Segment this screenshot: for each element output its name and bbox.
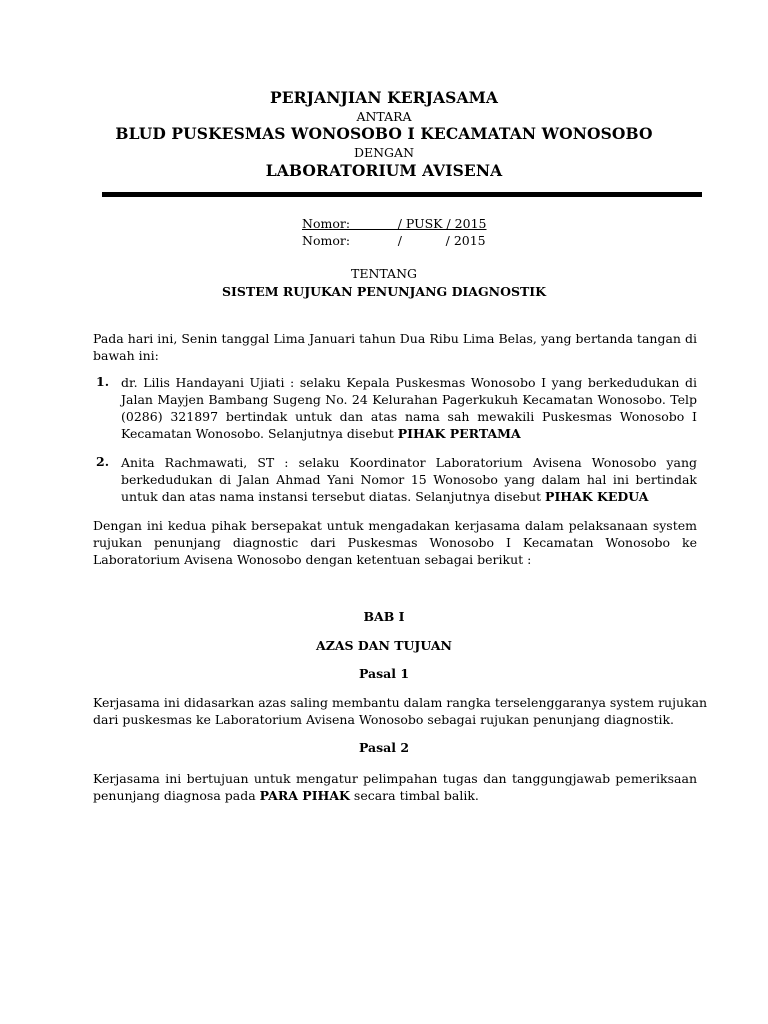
dengan-label: DENGAN <box>353 145 415 160</box>
article-1-text: Kerjasama ini didasarkan azas saling membantu dalam rangka terselenggaranya system rujukan dari puskesmas ke Laboratorium Avisena Wonosobo sebagai rujukan penunjang diagnostik. <box>93 695 708 727</box>
document-title: PERJANJIAN KERJASAMA <box>270 88 498 107</box>
article-1-title: Pasal 1 <box>358 666 410 681</box>
party-2-role: PIHAK KEDUA <box>545 489 649 504</box>
first-party-heading: BLUD PUSKESMAS WONOSOBO I KECAMATAN WONOSOBO <box>115 124 653 143</box>
header-divider <box>102 192 702 197</box>
party-1-number: 1. <box>96 374 110 389</box>
party-2-description: Anita Rachmawati, ST : selaku Koordinator Laboratorium Avisena Wonosobo yang berkedudukan di Jalan Ahmad Yani Nomor 15 Wonosobo yang dalam hal ini bertindak untuk dan atas nama instansi tersebut diatas. Selanjutnya disebut PIHAK KEDUA <box>121 455 697 504</box>
antara-label: ANTARA <box>356 109 412 124</box>
article-2-text: Kerjasama ini bertujuan untuk mengatur pelimpahan tugas dan tanggungjawab pemeriksaan penunjang diagnosa pada PARA PIHAK secara timbal balik. <box>93 771 697 803</box>
tentang-label: TENTANG <box>350 266 417 281</box>
chapter-number: BAB I <box>363 609 405 624</box>
party-1-description: dr. Lilis Handayani Ujiati : selaku Kepala Puskesmas Wonosobo I yang berkedudukan di Jalan Mayjen Bambang Sugeng No. 24 Kelurahan Pagerkukuh Kecamatan Wonosobo. Telp (0286) 321897 bertindak untuk dan atas nama sah mewakili Puskesmas Wonosobo I Kecamatan Wonosobo. Selanjutnya disebut PIHAK PERTAMA <box>121 375 697 441</box>
chapter-title: AZAS DAN TUJUAN <box>316 638 452 653</box>
second-party-heading: LABORATORIUM AVISENA <box>265 161 503 180</box>
nomor-line-2: Nomor: / / 2015 <box>302 233 486 248</box>
article-2-title: Pasal 2 <box>358 740 410 755</box>
intro-paragraph: Pada hari ini, Senin tanggal Lima Januari tahun Dua Ribu Lima Belas, yang bertanda tangan di bawah ini: <box>93 331 697 363</box>
party-2-number: 2. <box>96 454 110 469</box>
party-1-role: PIHAK PERTAMA <box>397 426 521 441</box>
para-pihak-term: PARA PIHAK <box>259 788 350 803</box>
agreement-paragraph: Dengan ini kedua pihak bersepakat untuk mengadakan kerjasama dalam pelaksanaan system rujukan penunjang diagnostic dari Puskesmas Wonosobo I Kecamatan Wonosobo ke Laboratorium Avisena Wonosobo dengan ketentuan sebagai berikut : <box>93 518 697 567</box>
nomor-line-1: Nomor: / PUSK / 2015 <box>302 216 487 231</box>
agreement-subject: SISTEM RUJUKAN PENUNJANG DIAGNOSTIK <box>221 284 547 299</box>
